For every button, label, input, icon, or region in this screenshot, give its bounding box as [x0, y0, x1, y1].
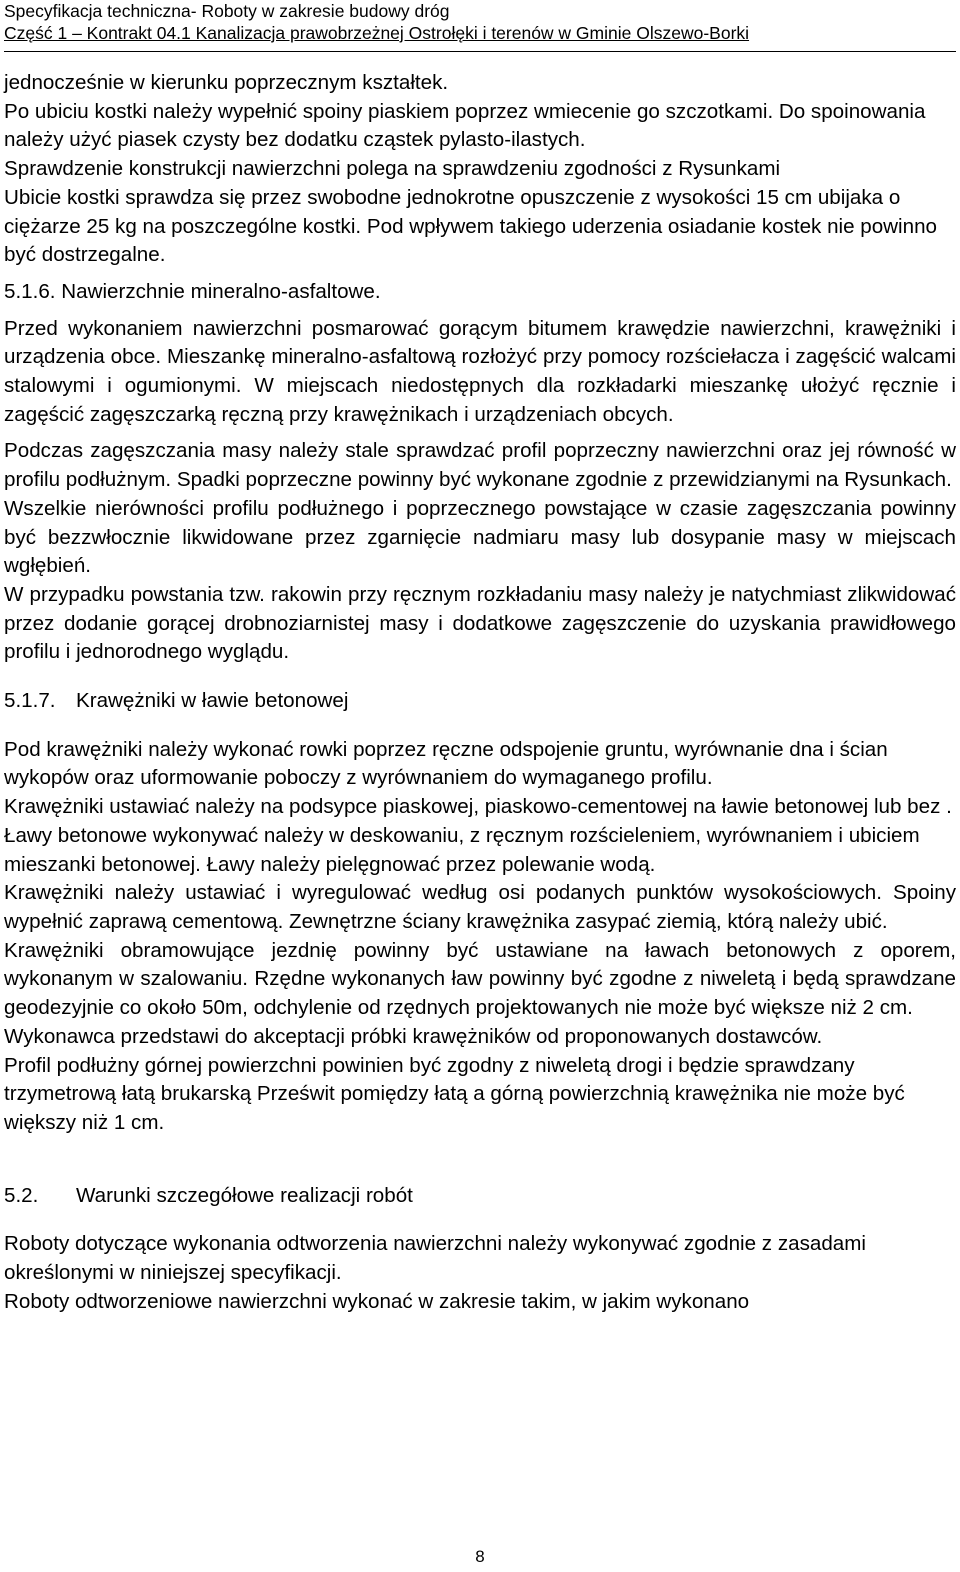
section-heading-52	[4, 1182, 956, 1211]
section-number: 5.1.7.	[4, 689, 56, 713]
page-header	[4, 0, 956, 44]
paragraph: Krawężniki należy ustawiać i wyregulować według osi podanych punktów wysokościowych. Spoiny wypełnić zaprawą cementową. Zewnętrzne ściany krawężnika zasypać ziemią, którą należy ubić.	[4, 881, 956, 933]
section-title: Krawężniki w ławie betonowej	[76, 689, 349, 713]
paragraph: Wykonawca przedstawi do akceptacji próbki krawężników od proponowanych dostawców.	[4, 1024, 823, 1048]
document-body	[4, 69, 956, 1316]
paragraph: Krawężniki ustawiać należy na podsypce piaskowej, piaskowo-cementowej na ławie betonowej lub bez . Ławy betonowe wykonywać należy w deskowaniu, z ręcznym rozścieleniem, wyrównaniem i ubiciem mieszanki betonowej. Ławy należy pielęgnować przez polewanie wodą.	[4, 795, 952, 876]
page-number: 8	[475, 1547, 485, 1566]
paragraph: Pod krawężniki należy wykonać rowki poprzez ręczne odspojenie gruntu, wyrównanie dna i ścian wykopów oraz uformowanie poboczy z wyrównaniem do wymaganego profilu.	[4, 737, 888, 790]
header-divider	[4, 51, 956, 52]
paragraph: Podczas zagęszczania masy należy stale sprawdzać profil poprzeczny nawierzchni oraz jej równość w profilu podłużnym. Spadki poprzeczne powinny być wykonane zgodnie z przewidzianymi na Rysunkach.	[4, 439, 956, 492]
paragraph: Ubicie kostki sprawdza się przez swobodne jednokrotne opuszczenie z wysokości 15 cm ubijaka o ciężarze 25 kg na poszczególne kostki. Pod wpływem takiego uderzenia osiadanie kostek nie powinno być dostrzegalne.	[4, 185, 937, 267]
paragraph: Wszelkie nierówności profilu podłużnego i poprzecznego powstające w czasie zagęszczania powinny być bezzwłocznie likwidowane przez zgarnięcie nadmiaru masy lub dosypanie masy w miejscach wgłębień.	[4, 496, 956, 578]
section-number: 5.2.	[4, 1183, 39, 1207]
paragraph: Krawężniki obramowujące jezdnię powinny być ustawiane na ławach betonowych z oporem, wykonanym w szalowaniu. Rzędne wykonanych ław powinny być zgodne z niweletą i będą sprawdzane geodezyjnie co około 50m, odchylenie od rzędnych projektowanych nie może być większe niż 2 cm.	[4, 938, 956, 1020]
section-title: Warunki szczegółowe realizacji robót	[76, 1183, 413, 1207]
document-subtitle: Część 1 – Kontrakt 04.1 Kanalizacja prawobrzeżnej Ostrołęki i terenów w Gminie Olszewo-Borki	[4, 23, 750, 43]
paragraph: W przypadku powstania tzw. rakowin przy ręcznym rozkładaniu masy należy je natychmiast zlikwidować przez dodanie gorącej drobnoziarnistej masy i dodatkowe zagęszczenie do uzyskania prawidłowego profilu i jednorodnego wyglądu.	[4, 582, 956, 664]
paragraph: Przed wykonaniem nawierzchni posmarować gorącym bitumem krawędzie nawierzchni, krawężniki i urządzenia obce. Mieszankę mineralno-asfaltową rozłożyć przy pomocy rozściełacza i zagęścić walcami stalowymi i ogumionymi. W miejscach niedostępnych dla rozkładarki mieszankę ułożyć ręcznie i zagęścić zagęszczarką ręczną przy krawężnikach i urządzeniach obcych.	[4, 316, 956, 426]
paragraph: Roboty dotyczące wykonania odtworzenia nawierzchni należy wykonywać zgodnie z zasadami określonymi w niniejszej specyfikacji.	[4, 1232, 866, 1285]
paragraph: Sprawdzenie konstrukcji nawierzchni polega na sprawdzeniu zgodności z Rysunkami	[4, 157, 781, 181]
paragraph: Po ubiciu kostki należy wypełnić spoiny piaskiem poprzez wmiecenie go szczotkami. Do spoinowania należy użyć piasek czysty bez dodatku cząstek pylasto-ilastych.	[4, 99, 926, 152]
paragraph: Profil podłużny górnej powierzchni powinien być zgodny z niweletą drogi i będzie sprawdzany trzymetrową łatą brukarską Prześwit pomiędzy łatą a górną powierzchnią krawężnika nie może być większy niż 1 cm.	[4, 1053, 905, 1134]
paragraph: Roboty odtworzeniowe nawierzchni wykonać w zakresie takim, w jakim wykonano	[4, 1289, 750, 1313]
section-heading-517	[4, 687, 956, 716]
document-title: Specyfikacja techniczna- Roboty w zakresie budowy dróg	[4, 1, 450, 21]
section-heading-516: 5.1.6. Nawierzchnie mineralno-asfaltowe.	[4, 279, 381, 303]
paragraph: jednocześnie w kierunku poprzecznym kształtek.	[4, 71, 449, 94]
